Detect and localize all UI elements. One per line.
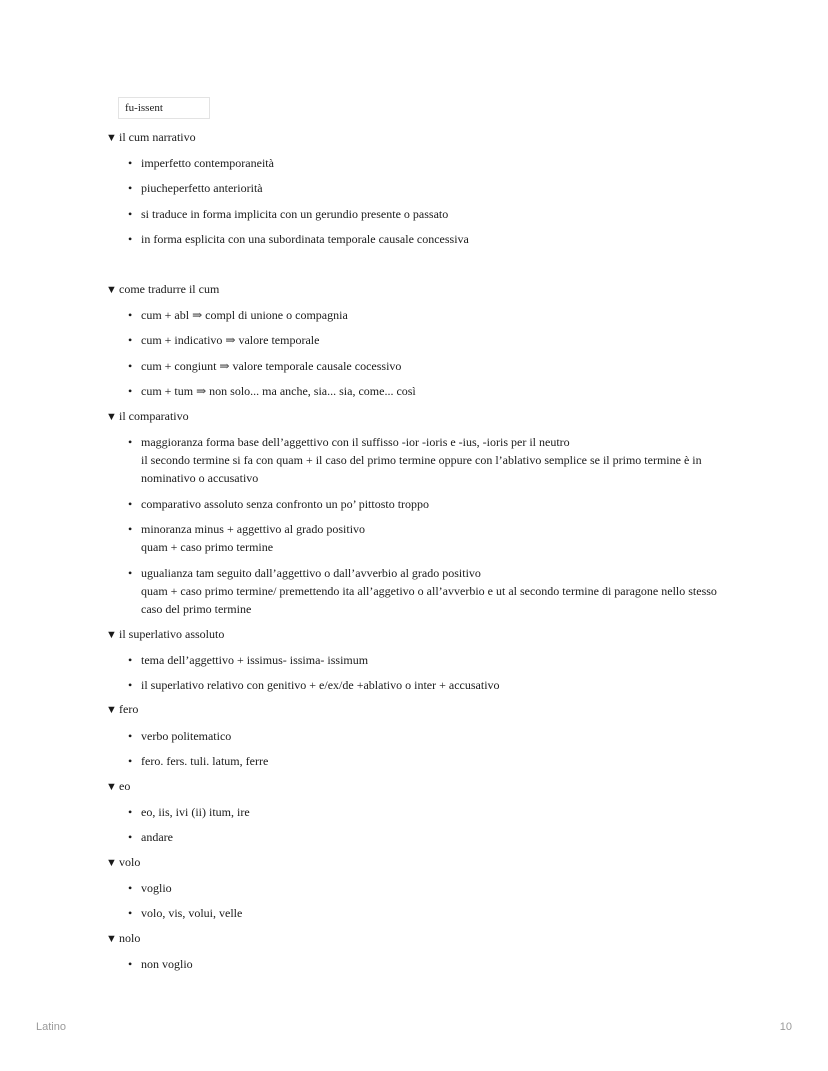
list-item-line: nominativo o accusativo (141, 471, 259, 485)
toggle-triangle-icon[interactable]: ▼ (106, 284, 117, 296)
bullet-icon: • (128, 232, 133, 246)
list-item-line: maggioranza forma base dell’aggettivo con il suffisso -ior -ioris e -ius, -ioris per il neutro (141, 435, 570, 449)
bullet-icon: • (128, 384, 133, 398)
bullet-icon: • (128, 207, 133, 221)
bullet-icon: • (128, 522, 133, 536)
list-item-text (141, 433, 702, 487)
toggle-title: volo (119, 855, 141, 869)
list-item-line: tema dell’aggettivo + issimus- issima- issimum (141, 653, 369, 667)
bullet-icon: • (128, 754, 133, 768)
toggle-heading[interactable] (106, 854, 140, 871)
list-item-line: minoranza minus + aggettivo al grado positivo (141, 522, 366, 536)
list-item-text (141, 879, 172, 897)
list-item-line: quam + caso primo termine (141, 540, 274, 554)
list-item-text (141, 306, 348, 324)
list-item-text (141, 520, 365, 556)
toggle-heading[interactable] (106, 778, 130, 795)
list-item-line: voglio (141, 881, 172, 895)
list-item-text (141, 904, 242, 922)
bullet-icon: • (128, 435, 133, 449)
list-item-text (141, 564, 717, 618)
bullet-icon: • (128, 678, 133, 692)
list-item-line: ugualianza tam seguito dall’aggettivo o dall’avverbio al grado positivo (141, 566, 481, 580)
list-item-line: imperfetto contemporaneità (141, 156, 274, 170)
bullet-icon: • (128, 497, 133, 511)
list-item-line: eo, iis, ivi (ii) itum, ire (141, 805, 250, 819)
list-item-text (141, 752, 268, 770)
list-item-line: andare (141, 830, 173, 844)
list-item-line: non voglio (141, 957, 193, 971)
toggle-triangle-icon[interactable]: ▼ (106, 704, 117, 716)
list-item-line: cum + tum ⇒ non solo... ma anche, sia... sia, come... così (141, 384, 416, 398)
toggle-title: eo (119, 779, 131, 793)
list-item-text (141, 205, 448, 223)
toggle-heading[interactable] (106, 281, 219, 298)
toggle-triangle-icon[interactable]: ▼ (106, 781, 117, 793)
list-item-line: in forma esplicita con una subordinata temporale causale concessiva (141, 232, 469, 246)
table-cell: fu-issent (118, 97, 210, 119)
bullet-icon: • (128, 181, 133, 195)
bullet-icon: • (128, 308, 133, 322)
toggle-heading[interactable] (106, 626, 224, 643)
list-item-line: il superlativo relativo con genitivo + e/ex/de +ablativo o inter + accusativo (141, 678, 500, 692)
list-item-text (141, 230, 469, 248)
toggle-title: il cum narrativo (119, 130, 196, 144)
footer-title: Latino (36, 1021, 66, 1033)
list-item-line: caso del primo termine (141, 602, 252, 616)
toggle-heading[interactable] (106, 129, 196, 146)
page-number: 10 (779, 1021, 792, 1033)
list-item-text (141, 676, 500, 694)
list-item-text (141, 331, 319, 349)
list-item-text (141, 651, 368, 669)
list-item-line: volo, vis, volui, velle (141, 906, 243, 920)
list-item-line: piucheperfetto anteriorità (141, 181, 263, 195)
toggle-title: nolo (119, 931, 141, 945)
bullet-icon: • (128, 957, 133, 971)
toggle-heading[interactable] (106, 930, 140, 947)
bullet-icon: • (128, 906, 133, 920)
toggle-title: il comparativo (119, 409, 189, 423)
bullet-icon: • (128, 881, 133, 895)
list-item-text (141, 803, 250, 821)
toggle-title: il superlativo assoluto (119, 627, 225, 641)
bullet-icon: • (128, 333, 133, 347)
bullet-icon: • (128, 729, 133, 743)
toggle-heading[interactable] (106, 701, 138, 718)
list-item-line: cum + congiunt ⇒ valore temporale causale cocessivo (141, 359, 402, 373)
bullet-icon: • (128, 653, 133, 667)
list-item-line: si traduce in forma implicita con un gerundio presente o passato (141, 207, 449, 221)
list-item-text (141, 955, 193, 973)
bullet-icon: • (128, 830, 133, 844)
list-item-line: cum + abl ⇒ compl di unione o compagnia (141, 308, 348, 322)
list-item-text (141, 495, 429, 513)
toggle-triangle-icon[interactable]: ▼ (106, 629, 117, 641)
list-item-line: quam + caso primo termine/ premettendo ita all’aggetivo o all’avverbio e ut al secondo termine di paragone nello stesso (141, 584, 717, 598)
list-item-text (141, 828, 173, 846)
list-item-line: fero. fers. tuli. latum, ferre (141, 754, 269, 768)
toggle-triangle-icon[interactable]: ▼ (106, 857, 117, 869)
list-item-text (141, 727, 231, 745)
toggle-triangle-icon[interactable]: ▼ (106, 411, 117, 423)
toggle-triangle-icon[interactable]: ▼ (106, 933, 117, 945)
bullet-icon: • (128, 805, 133, 819)
list-item-text (141, 382, 416, 400)
list-item-line: cum + indicativo ⇒ valore temporale (141, 333, 320, 347)
toggle-title: fero (119, 702, 139, 716)
toggle-heading[interactable] (106, 408, 189, 425)
bullet-icon: • (128, 359, 133, 373)
list-item-text (141, 357, 401, 375)
bullet-icon: • (128, 156, 133, 170)
bullet-icon: • (128, 566, 133, 580)
list-item-line: verbo politematico (141, 729, 232, 743)
list-item-text (141, 179, 263, 197)
list-item-line: il secondo termine si fa con quam + il caso del primo termine oppure con l’ablativo semplice se il primo termine è in (141, 453, 702, 467)
list-item-line: comparativo assoluto senza confronto un po’ pittosto troppo (141, 497, 430, 511)
toggle-triangle-icon[interactable]: ▼ (106, 132, 117, 144)
toggle-title: come tradurre il cum (119, 282, 220, 296)
list-item-text (141, 154, 274, 172)
